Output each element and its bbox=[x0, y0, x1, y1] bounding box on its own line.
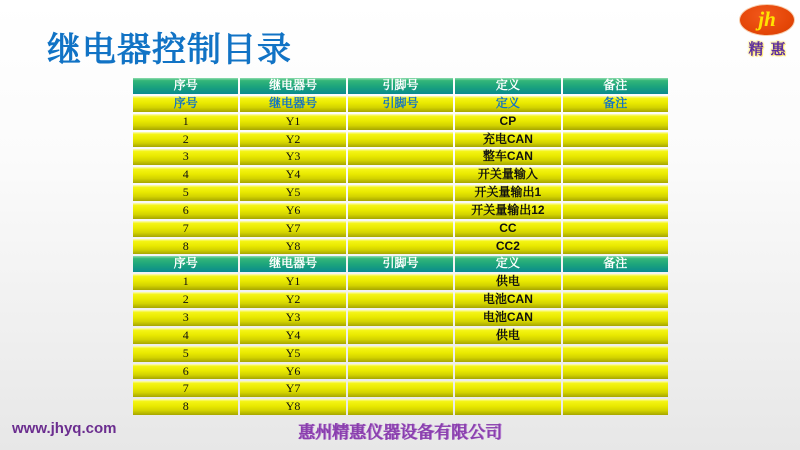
table-cell bbox=[563, 399, 668, 415]
table-cell bbox=[348, 328, 453, 344]
table-cell: Y7 bbox=[240, 221, 345, 237]
table-cell bbox=[563, 114, 668, 130]
table-cell: 开关量输入 bbox=[455, 167, 560, 183]
table-cell: Y1 bbox=[240, 274, 345, 290]
table-cell: 7 bbox=[133, 221, 238, 237]
table-cell: 7 bbox=[133, 381, 238, 397]
table-cell: 电池CAN bbox=[455, 310, 560, 326]
table-cell bbox=[348, 310, 453, 326]
table-cell bbox=[348, 149, 453, 165]
table-header-cell: 备注 bbox=[563, 78, 668, 94]
table-cell: 6 bbox=[133, 203, 238, 219]
table-cell: Y2 bbox=[240, 292, 345, 308]
table-cell bbox=[563, 221, 668, 237]
table-cell: Y4 bbox=[240, 328, 345, 344]
table-cell: Y3 bbox=[240, 149, 345, 165]
table-cell bbox=[348, 239, 453, 255]
table-cell: 5 bbox=[133, 185, 238, 201]
table-cell bbox=[348, 292, 453, 308]
table-subheader-cell: 继电器号 bbox=[240, 96, 345, 112]
table-cell bbox=[348, 203, 453, 219]
table-cell: 8 bbox=[133, 239, 238, 255]
table-header-cell: 继电器号 bbox=[240, 256, 345, 272]
table-cell bbox=[563, 292, 668, 308]
table-cell bbox=[348, 399, 453, 415]
table-cell bbox=[348, 364, 453, 380]
table-cell: 开关量输出1 bbox=[455, 185, 560, 201]
page-title: 继电器控制目录 bbox=[47, 31, 292, 69]
table-cell bbox=[348, 274, 453, 290]
footer-company: 惠州精惠仪器设备有限公司 bbox=[298, 423, 502, 442]
table-header-cell: 定义 bbox=[455, 78, 560, 94]
table-cell bbox=[563, 239, 668, 255]
logo-ellipse-icon bbox=[740, 5, 794, 35]
table-cell bbox=[563, 203, 668, 219]
table-subheader-cell: 定义 bbox=[455, 96, 560, 112]
table-cell: Y8 bbox=[240, 399, 345, 415]
table-subheader-cell: 备注 bbox=[563, 96, 668, 112]
table-header-cell: 引脚号 bbox=[348, 256, 453, 272]
table-cell: 开关量输出12 bbox=[455, 203, 560, 219]
table-cell: CC bbox=[455, 221, 560, 237]
table-cell bbox=[455, 381, 560, 397]
table-cell bbox=[348, 167, 453, 183]
table-cell: 3 bbox=[133, 149, 238, 165]
table-cell: 供电 bbox=[455, 328, 560, 344]
table-cell bbox=[563, 364, 668, 380]
table-cell bbox=[563, 274, 668, 290]
table-cell bbox=[563, 346, 668, 362]
table-cell bbox=[348, 221, 453, 237]
table-cell: 4 bbox=[133, 167, 238, 183]
table-cell: Y7 bbox=[240, 381, 345, 397]
company-logo bbox=[738, 5, 796, 59]
table-subheader-cell: 序号 bbox=[133, 96, 238, 112]
footer-website: www.jhyq.com bbox=[12, 420, 117, 437]
table-cell bbox=[348, 114, 453, 130]
logo-company-name: 精惠 bbox=[748, 41, 793, 58]
table-cell bbox=[563, 185, 668, 201]
table-cell: 充电CAN bbox=[455, 132, 560, 148]
table-header-cell: 序号 bbox=[133, 256, 238, 272]
table-cell bbox=[563, 167, 668, 183]
table-cell bbox=[348, 132, 453, 148]
table-cell: Y8 bbox=[240, 239, 345, 255]
table-cell: 5 bbox=[133, 346, 238, 362]
table-header-cell: 备注 bbox=[563, 256, 668, 272]
table-cell: 1 bbox=[133, 274, 238, 290]
table-header-cell: 序号 bbox=[133, 78, 238, 94]
table-cell bbox=[348, 381, 453, 397]
table-cell bbox=[563, 381, 668, 397]
table-cell bbox=[563, 328, 668, 344]
table-cell bbox=[348, 185, 453, 201]
table-cell: Y3 bbox=[240, 310, 345, 326]
table-cell: 供电 bbox=[455, 274, 560, 290]
table-cell: CP bbox=[455, 114, 560, 130]
table-cell: 整车CAN bbox=[455, 149, 560, 165]
table-header-cell: 定义 bbox=[455, 256, 560, 272]
table-cell bbox=[563, 310, 668, 326]
logo-initials: jh bbox=[758, 6, 776, 31]
table-cell: Y6 bbox=[240, 364, 345, 380]
table-cell: Y5 bbox=[240, 346, 345, 362]
table-cell: Y4 bbox=[240, 167, 345, 183]
table-cell: 8 bbox=[133, 399, 238, 415]
table-cell bbox=[563, 132, 668, 148]
table-cell bbox=[455, 399, 560, 415]
table-cell bbox=[348, 346, 453, 362]
relay-control-table bbox=[133, 78, 668, 415]
table-header-cell: 继电器号 bbox=[240, 78, 345, 94]
table-cell: Y6 bbox=[240, 203, 345, 219]
table-cell: 电池CAN bbox=[455, 292, 560, 308]
table-subheader-cell: 引脚号 bbox=[348, 96, 453, 112]
table-cell: Y5 bbox=[240, 185, 345, 201]
table-cell: CC2 bbox=[455, 239, 560, 255]
table-cell bbox=[455, 346, 560, 362]
table-cell: 2 bbox=[133, 132, 238, 148]
table-cell: Y2 bbox=[240, 132, 345, 148]
table-cell: 1 bbox=[133, 114, 238, 130]
table-cell: 4 bbox=[133, 328, 238, 344]
table-cell bbox=[455, 364, 560, 380]
table-cell: 3 bbox=[133, 310, 238, 326]
table-cell bbox=[563, 149, 668, 165]
table-cell: 2 bbox=[133, 292, 238, 308]
table-header-cell: 引脚号 bbox=[348, 78, 453, 94]
table-cell: Y1 bbox=[240, 114, 345, 130]
table-cell: 6 bbox=[133, 364, 238, 380]
